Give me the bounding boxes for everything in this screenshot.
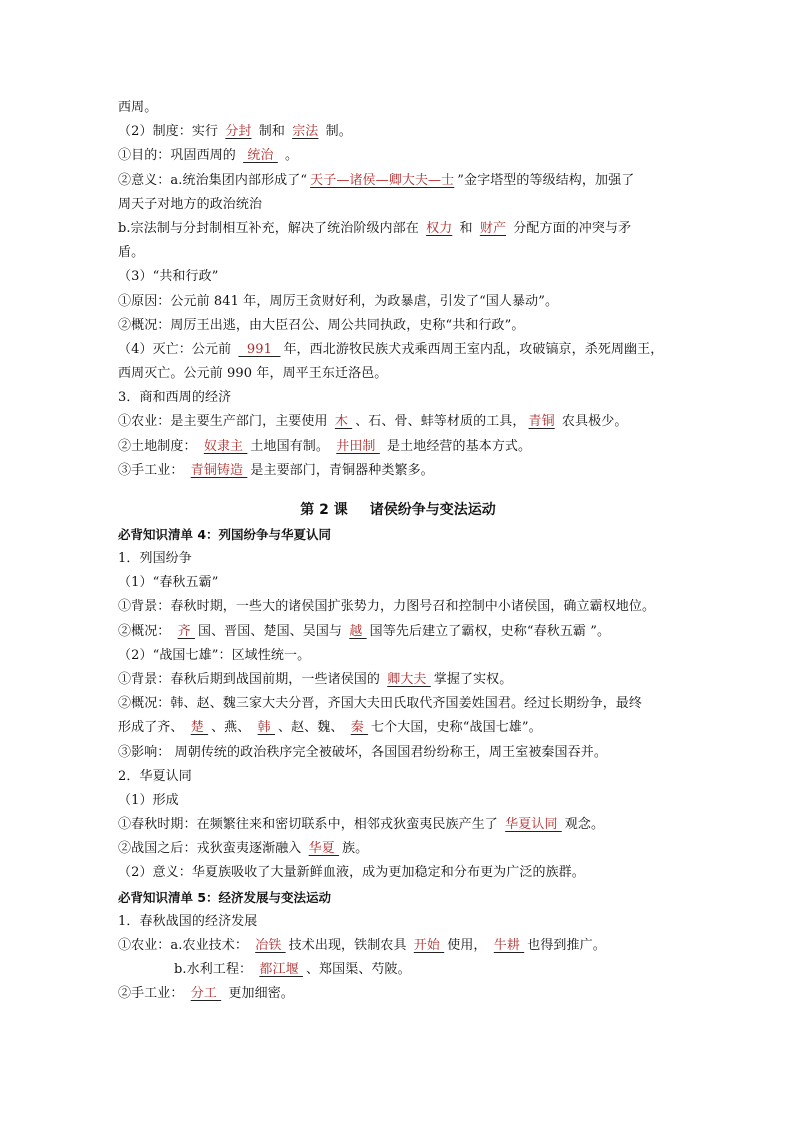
text-segment: 和	[455, 220, 477, 236]
text-line	[118, 362, 678, 386]
fill-in-answer: 天子—诸侯—卿大夫—士	[310, 172, 455, 188]
fill-in-answer: 牛耕	[493, 937, 525, 953]
text-line	[118, 314, 678, 338]
text-segment: 是土地经营的基本方式。	[382, 438, 532, 454]
text-line	[118, 547, 678, 571]
text-segment: （1）“春秋五霸”	[118, 575, 219, 591]
text-segment: 族。	[342, 841, 369, 857]
text-segment: ①春秋时期：在频繁往来和密切联系中，相邻戎狄蛮夷民族产生了	[118, 817, 503, 833]
text-segment: （1）形成	[118, 792, 179, 808]
text-line	[118, 169, 678, 193]
text-segment: ②土地制度：	[118, 438, 201, 454]
text-segment: 国等先后建立了霸权，史称“春秋五霸 ”。	[369, 623, 611, 639]
text-line	[118, 644, 678, 668]
lesson-name: 诸侯纷争与变法运动	[369, 502, 496, 518]
text-segment: ②意义：a.统治集团内部形成了“	[118, 172, 308, 188]
fill-in-answer: 宗法	[292, 124, 319, 140]
fill-in-answer: 井田制	[336, 438, 380, 454]
fill-in-answer: 楚	[190, 720, 209, 736]
text-line	[118, 910, 678, 934]
fill-in-answer: 木	[334, 414, 353, 430]
section-western-zhou	[118, 96, 678, 483]
fill-in-answer: 华夏认同	[505, 817, 562, 833]
text-line	[118, 193, 678, 217]
text-segment: 是主要部门，青铜器种类繁多。	[250, 462, 434, 478]
text-segment: ①农业：a.农业技术：	[118, 937, 253, 953]
text-line	[118, 144, 678, 168]
text-segment: 2．华夏认同	[118, 768, 192, 784]
fill-in-answer: 都江堰	[259, 962, 303, 977]
fill-in-answer: 卿大夫	[387, 671, 431, 687]
text-segment: ③影响： 周朝传统的政治秩序完全被破坏，各国国君纷纷称王，周王室被秦国吞并。	[118, 744, 607, 760]
text-line	[118, 410, 678, 434]
text-line	[118, 958, 678, 982]
lesson-title	[118, 497, 678, 523]
text-segment: （2）制度：实行	[118, 124, 223, 140]
text-segment: 七个大国，史称“战国七雄”。	[371, 720, 542, 736]
text-segment: 农具极少。	[557, 414, 628, 430]
text-segment: ③手工业：	[118, 462, 188, 478]
text-segment: 技术出现，铁制农具	[288, 937, 411, 953]
fill-in-answer: 统治	[243, 148, 278, 164]
fill-in-answer: 分工	[190, 986, 222, 1002]
text-line	[118, 789, 678, 813]
text-segment: 分配方面的冲突与矛	[509, 220, 632, 236]
text-segment: 周天子对地方的政治统治	[118, 196, 263, 212]
text-segment: 必背知识清单 5：经济发展与变法运动	[118, 889, 332, 905]
text-segment: 制和	[254, 124, 290, 140]
text-segment: ②概况：	[118, 623, 175, 639]
text-segment: ①背景：春秋时期，一些大的诸侯国扩张势力，力图号召和控制中小诸侯国，确立霸权地位。	[118, 599, 656, 615]
text-line	[118, 120, 678, 144]
fill-in-answer: 秦	[350, 720, 369, 736]
text-line	[118, 716, 678, 740]
text-segment: 必背知识清单 4：列国纷争与华夏认同	[118, 527, 332, 542]
text-line	[118, 982, 678, 1006]
text-line	[118, 265, 678, 289]
text-segment: 年，西北游牧民族犬戎乘西周王室内乱，攻破镐京，杀死周幽王，	[283, 341, 664, 357]
text-segment: （2）意义：华夏族吸收了大量新鲜血液，成为更加稳定和分布更为广泛的族群。	[118, 865, 585, 881]
fill-in-answer: 开始	[413, 937, 445, 953]
text-segment: b.宗法制与分封制相互补充，解决了统治阶级内部在	[118, 220, 424, 236]
text-segment: 西周灭亡。公元前 990 年，周平王东迁洛邑。	[118, 366, 388, 382]
text-segment: ②手工业：	[118, 986, 188, 1002]
text-line	[118, 813, 678, 837]
fill-in-answer: 华夏	[308, 841, 340, 857]
text-segment: 使用，	[447, 937, 491, 953]
fill-in-answer: 韩	[257, 720, 275, 736]
text-segment: 掌握了实权。	[433, 671, 513, 687]
text-line	[118, 837, 678, 861]
text-segment: 3．商和西周的经济	[118, 390, 232, 406]
text-segment: 观念。	[564, 817, 605, 833]
text-segment: 更加细密。	[224, 986, 294, 1002]
text-segment: 、赵、魏、	[277, 720, 348, 736]
text-segment: （4）灭亡：公元前	[118, 341, 236, 357]
fill-in-answer: 青铜铸造	[190, 462, 248, 478]
text-segment: 、郑国渠、芍陂。	[305, 962, 411, 977]
section-heading	[118, 886, 678, 910]
text-segment: 也得到推广。	[527, 937, 606, 953]
text-segment: ②概况：韩、赵、魏三家大夫分晋，齐国大夫田氏取代齐国姜姓国君。经过长期纷争，最终	[118, 696, 643, 712]
text-segment: ①目的：巩固西周的	[118, 148, 241, 164]
text-segment: 制。	[321, 124, 352, 140]
text-line	[118, 765, 678, 789]
fill-in-answer: 权力	[426, 220, 453, 236]
text-line	[118, 571, 678, 595]
fill-in-answer: 991	[238, 341, 281, 357]
text-line	[118, 741, 678, 765]
text-line	[118, 595, 678, 619]
section-heading	[118, 523, 678, 547]
fill-in-answer: 齐	[177, 623, 195, 639]
text-segment: （3）“共和行政”	[118, 269, 219, 285]
text-segment: ①背景：春秋后期到战国前期，一些诸侯国的	[118, 671, 385, 687]
text-segment: 盾。	[118, 245, 145, 261]
text-line	[118, 861, 678, 885]
text-line	[118, 290, 678, 314]
text-segment: ”金字塔型的等级结构，加强了	[457, 172, 635, 188]
text-segment: 西周。	[118, 100, 158, 115]
fill-in-answer: 青铜	[528, 414, 555, 430]
text-segment: 。	[280, 148, 299, 164]
text-segment: ①原因：公元前 841 年，周厉王贪财好利，为政暴虐，引发了“国人暴动”。	[118, 293, 559, 309]
text-segment: 1．春秋战国的经济发展	[118, 913, 258, 929]
text-segment: ②战国之后：戎狄蛮夷逐渐融入	[118, 841, 306, 857]
text-line	[118, 435, 678, 459]
text-line	[118, 338, 678, 362]
text-line	[118, 668, 678, 692]
text-segment: 国、晋国、楚国、吴国与	[197, 623, 347, 639]
fill-in-answer: 奴隶主	[203, 438, 248, 454]
fill-in-answer: 冶铁	[255, 937, 286, 953]
fill-in-answer: 财产	[479, 220, 507, 236]
text-segment: 形成了齐、	[118, 720, 188, 736]
fill-in-answer: 越	[349, 623, 367, 639]
text-line	[118, 386, 678, 410]
lesson-number: 第 2 课	[300, 502, 348, 518]
fill-in-answer: 分封	[225, 124, 252, 140]
text-segment: 、燕、	[211, 720, 255, 736]
text-segment: ①农业：是主要生产部门，主要使用	[118, 414, 332, 430]
text-line	[118, 96, 678, 120]
text-segment: 土地国有制。	[250, 438, 334, 454]
text-line	[118, 934, 678, 958]
text-line	[118, 692, 678, 716]
text-line	[118, 217, 678, 241]
section-lesson-2	[118, 523, 678, 1006]
text-line	[118, 459, 678, 483]
text-line	[118, 620, 678, 644]
document-page	[118, 96, 678, 1006]
text-segment: ②概况：周厉王出逃，由大臣召公、周公共同执政，史称“共和行政”。	[118, 317, 525, 333]
text-segment: （2）“战国七雄”：区域性统一。	[118, 647, 311, 663]
text-segment: b.水利工程：	[174, 962, 257, 977]
text-segment: 、石、骨、蚌等材质的工具，	[355, 414, 526, 430]
text-segment: 1．列国纷争	[118, 551, 192, 566]
text-line	[118, 241, 678, 265]
